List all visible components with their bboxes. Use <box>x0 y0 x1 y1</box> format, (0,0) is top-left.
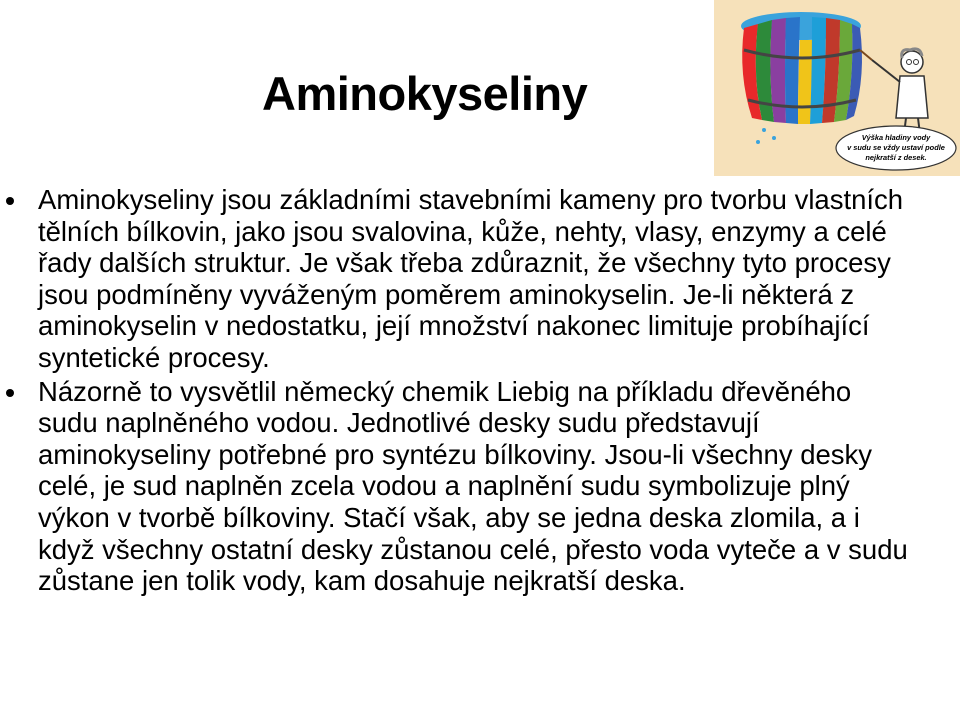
bullet-text: Názorně to vysvětlil německý chemik Liebig na příkladu dřevěného sudu naplněného vodou. Jednotlivé desky sudu představují aminokyseliny potřebné pro syntézu bílkoviny. Jsou-li všechny desky celé, je sud naplněn zcela vodou a naplnění sudu symbolizuje plný výkon v tvorbě bílkoviny. Stačí však, aby se jedna deska zlomila, a i když všechny ostatní desky zůstanou celé, přesto voda vyteče a v sudu zůstane jen tolik vody, kam dosahuje nejkratší deska. <box>38 375 908 597</box>
bullet-item <box>0 184 960 374</box>
bullet-item <box>0 376 960 597</box>
bullet-text: Aminokyseliny jsou základními stavebními kameny pro tvorbu vlastních tělních bílkovin, jako jsou svalovina, kůže, nehty, vlasy, enzymy a celé řady dalších struktur. Je však třeba zdůraznit, že všechny tyto procesy jsou podmíněny vyváženým poměrem aminokyselin. Je-li některá z aminokyselin v nedostatku, její množství nakonec limituje probíhající syntetické procesy. <box>38 184 904 373</box>
scientist-icon <box>860 49 928 137</box>
liebig-barrel-illustration <box>714 0 960 176</box>
speech-bubble-line: nejkratší z desek. <box>865 153 927 162</box>
speech-bubble-line: v sudu se vždy ustaví podle <box>847 143 945 152</box>
bullet-point-icon <box>6 197 14 205</box>
bullet-point-icon <box>6 389 14 397</box>
barrel-icon <box>741 12 862 144</box>
speech-bubble <box>836 126 956 170</box>
slide-title: Aminokyseliny <box>262 67 588 120</box>
bullet-list <box>0 184 960 599</box>
speech-bubble-line: Výška hladiny vody <box>861 133 931 142</box>
